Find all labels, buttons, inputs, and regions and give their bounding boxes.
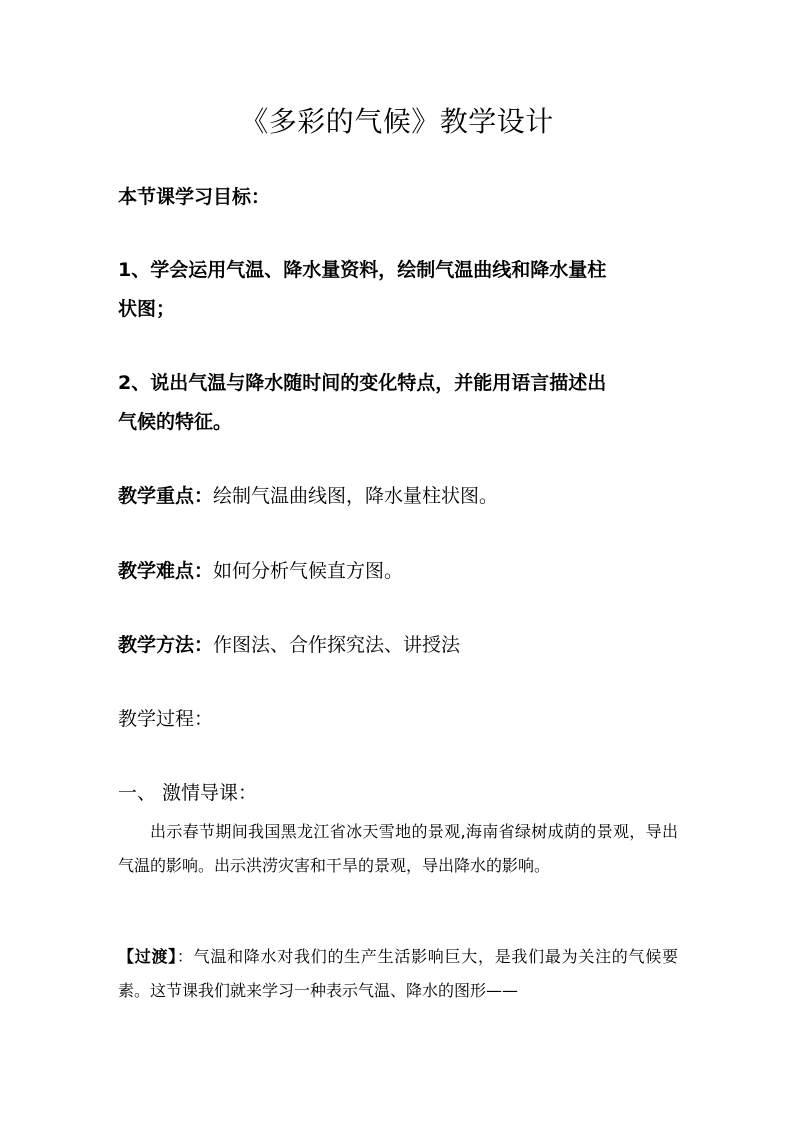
transition-label: 【过渡】 (118, 947, 177, 966)
method-label: 教学方法： (118, 634, 214, 656)
transition-paragraph (118, 940, 678, 1008)
transition-text: ：气温和降水对我们的生产生活影响巨大，是我们最为关注的气候要素。这节课我们就来学习一种表示气温、降水的图形—— (118, 947, 678, 1000)
section1-heading: 一、 激情导课： (118, 782, 258, 804)
difficulty-label: 教学难点： (118, 560, 214, 582)
document-title: 《多彩的气候》教学设计 (240, 105, 554, 138)
objective-1-line-1: 1、学会运用气温、降水量资料，绘制气温曲线和降水量柱 (118, 259, 607, 281)
objective-2-line-2: 气候的特征。 (118, 411, 233, 433)
difficulty (118, 556, 403, 583)
key-point-text: 绘制气温曲线图，降水量柱状图。 (213, 485, 499, 507)
objective-2-line-1: 2、说出气温与降水随时间的变化特点，并能用语言描述出 (118, 372, 607, 394)
method-text: 作图法、合作探究法、讲授法 (213, 634, 461, 656)
objective-1-line-2: 状图； (118, 298, 176, 320)
key-point (118, 481, 498, 508)
process-heading: 教学过程： (118, 708, 214, 730)
difficulty-text: 如何分析气候直方图。 (213, 560, 404, 582)
section1-paragraph: 出示春节期间我国黑龙江省冰天雪地的景观,海南省绿树成荫的景观，导出气温的影响。出示洪涝灾害和干旱的景观，导出降水的影响。 (118, 822, 678, 875)
key-point-label: 教学重点： (118, 485, 214, 507)
teaching-method (118, 630, 460, 657)
objectives-heading: 本节课学习目标： (118, 186, 271, 208)
